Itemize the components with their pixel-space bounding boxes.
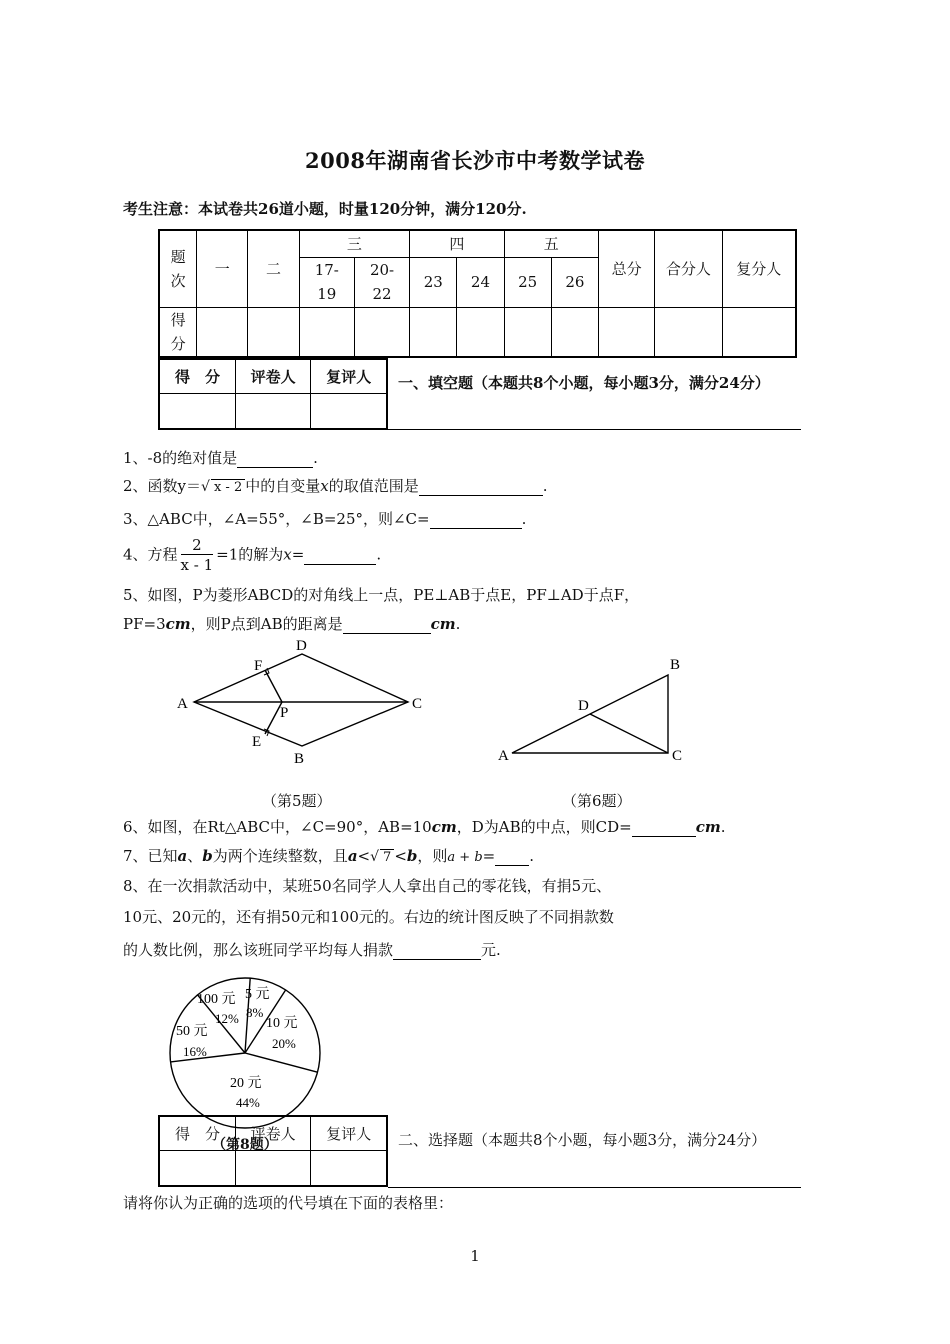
question-8-line-3: 的人数比例，那么该班同学平均每人捐款 元. bbox=[123, 941, 501, 959]
segment-pf bbox=[265, 670, 282, 702]
grader-cell[interactable] bbox=[235, 393, 311, 429]
question-6: 6、如图，在Rt△ABC中，∠C=90°，AB=10cm，D为AB的中点，则CD= cm. bbox=[123, 818, 726, 836]
question-8-line-2: 10元、20元的，还有捐50元和100元的。右边的统计图反映了不同捐款数 bbox=[123, 908, 614, 926]
fraction: $\frac{2}{x - 1}$ bbox=[180, 536, 214, 574]
score-cell[interactable] bbox=[655, 307, 722, 357]
answer-blank[interactable] bbox=[343, 615, 431, 634]
grader-fuping: 复评人 bbox=[311, 1116, 387, 1150]
figure-5-caption: （第5题） bbox=[262, 792, 332, 810]
col-total: 总分 bbox=[599, 230, 655, 307]
label-d: D bbox=[296, 638, 307, 654]
question-8-line-1: 8、在一次捐款活动中，某班50名同学人人拿出自己的零花钱，有捐5元、 bbox=[123, 877, 612, 895]
exam-notice: 考生注意：本试卷共26道小题，时量120分钟，满分120分. bbox=[123, 200, 527, 218]
question-7: 7、已知a、b为两个连续整数，且a<√ 7 <b，则a + b= . bbox=[123, 847, 535, 865]
label-b: B bbox=[670, 657, 681, 673]
grader-cell[interactable] bbox=[235, 1150, 311, 1186]
answer-blank[interactable] bbox=[632, 818, 696, 837]
score-cell[interactable] bbox=[354, 307, 409, 357]
question-2: 2、函数y＝√ x - 2 中的自变量x的取值范围是 . bbox=[123, 477, 548, 495]
grader-table-1 bbox=[158, 358, 388, 430]
pie-pct-20: 44% bbox=[236, 1095, 260, 1110]
col-1: 一 bbox=[197, 230, 248, 307]
col-3b: 20-22 bbox=[354, 257, 409, 307]
row-header-defen: 得分 bbox=[159, 307, 197, 357]
answer-blank[interactable] bbox=[304, 546, 376, 565]
score-cell[interactable] bbox=[410, 307, 457, 357]
rhombus-outline bbox=[194, 654, 408, 746]
row-header-tici: 题次 bbox=[159, 230, 197, 307]
score-cell[interactable] bbox=[722, 307, 796, 357]
answer-blank[interactable] bbox=[393, 941, 481, 960]
figure-8-pie-chart bbox=[165, 975, 325, 1135]
grader-fuping: 复评人 bbox=[311, 359, 387, 393]
question-4: 4、方程 $\frac{2}{x - 1}$ =1的解为x= . bbox=[123, 536, 382, 574]
label-p: P bbox=[280, 705, 289, 721]
score-table bbox=[158, 229, 797, 358]
label-d: D bbox=[578, 698, 589, 714]
figure-6-triangle bbox=[490, 652, 700, 770]
pie-label-50: 50 元 bbox=[176, 1024, 208, 1039]
grader-cell[interactable] bbox=[311, 393, 387, 429]
pie-pct-100: 12% bbox=[215, 1011, 239, 1026]
page-number: 1 bbox=[470, 1247, 480, 1265]
label-f: F bbox=[254, 658, 263, 674]
score-cell[interactable] bbox=[457, 307, 504, 357]
col-4a: 23 bbox=[410, 257, 457, 307]
col-5a: 25 bbox=[504, 257, 551, 307]
answer-blank[interactable] bbox=[419, 477, 543, 496]
figure-8-caption: （第8题） bbox=[212, 1137, 278, 1153]
score-cell[interactable] bbox=[197, 307, 248, 357]
answer-blank[interactable] bbox=[430, 510, 522, 529]
figure-5-rhombus bbox=[170, 636, 440, 770]
page-title: 2008年湖南省长沙市中考数学试卷 bbox=[305, 148, 645, 173]
divider bbox=[388, 429, 801, 430]
col-hefen: 合分人 bbox=[655, 230, 722, 307]
score-cell[interactable] bbox=[504, 307, 551, 357]
label-c: C bbox=[412, 696, 423, 712]
pie-pct-10: 20% bbox=[272, 1036, 296, 1051]
segment-cd bbox=[590, 714, 668, 753]
col-3: 三 bbox=[299, 230, 410, 257]
pie-slice-boundary-3 bbox=[171, 1053, 246, 1062]
grader-defen: 得 分 bbox=[159, 1116, 235, 1150]
pie-label-5: 5 元 bbox=[245, 987, 270, 1002]
section-2-title: 二、选择题（本题共8个小题，每小题3分，满分24分） bbox=[398, 1131, 767, 1149]
grader-pingjuan: 评卷人 bbox=[235, 359, 311, 393]
label-a: A bbox=[498, 748, 509, 764]
question-1: 1、-8的绝对值是 . bbox=[123, 449, 318, 467]
figure-6-caption: （第6题） bbox=[562, 792, 632, 810]
grader-cell[interactable] bbox=[311, 1150, 387, 1186]
pie-pct-5: 8% bbox=[246, 1005, 264, 1020]
grader-defen: 得 分 bbox=[159, 359, 235, 393]
pie-label-20: 20 元 bbox=[230, 1076, 262, 1091]
col-5b: 26 bbox=[551, 257, 598, 307]
grader-pingjuan: 评卷人 bbox=[235, 1116, 311, 1150]
question-3: 3、△ABC中，∠A=55°，∠B=25°，则∠C= . bbox=[123, 510, 527, 528]
instruction-text: 请将你认为正确的选项的代号填在下面的表格里： bbox=[123, 1194, 454, 1212]
pie-label-10: 10 元 bbox=[266, 1016, 298, 1031]
grader-cell[interactable] bbox=[159, 393, 235, 429]
score-cell[interactable] bbox=[299, 307, 354, 357]
question-5-line-1: 5、如图，P为菱形ABCD的对角线上一点，PE⊥AB于点E，PF⊥AD于点F， bbox=[123, 586, 640, 604]
section-1-title: 一、填空题（本题共8个小题，每小题3分，满分24分） bbox=[398, 374, 770, 392]
label-c: C bbox=[672, 748, 683, 764]
question-5-line-2: PF=3cm，则P点到AB的距离是 cm. bbox=[123, 615, 461, 633]
col-4b: 24 bbox=[457, 257, 504, 307]
col-5: 五 bbox=[504, 230, 598, 257]
divider bbox=[388, 1187, 801, 1188]
col-4: 四 bbox=[410, 230, 504, 257]
answer-blank[interactable] bbox=[495, 847, 529, 866]
label-a: A bbox=[177, 696, 188, 712]
score-cell[interactable] bbox=[599, 307, 655, 357]
grader-cell[interactable] bbox=[159, 1150, 235, 1186]
pie-pct-50: 16% bbox=[183, 1044, 207, 1059]
pie-label-100: 100 元 bbox=[197, 992, 236, 1007]
label-b: B bbox=[294, 751, 305, 767]
score-cell[interactable] bbox=[248, 307, 299, 357]
col-3a: 17-19 bbox=[299, 257, 354, 307]
col-2: 二 bbox=[248, 230, 299, 307]
pie-slice-boundary-2 bbox=[245, 1053, 318, 1072]
answer-blank[interactable] bbox=[237, 449, 313, 468]
label-e: E bbox=[252, 734, 262, 750]
col-fufen: 复分人 bbox=[722, 230, 796, 307]
score-cell[interactable] bbox=[551, 307, 598, 357]
